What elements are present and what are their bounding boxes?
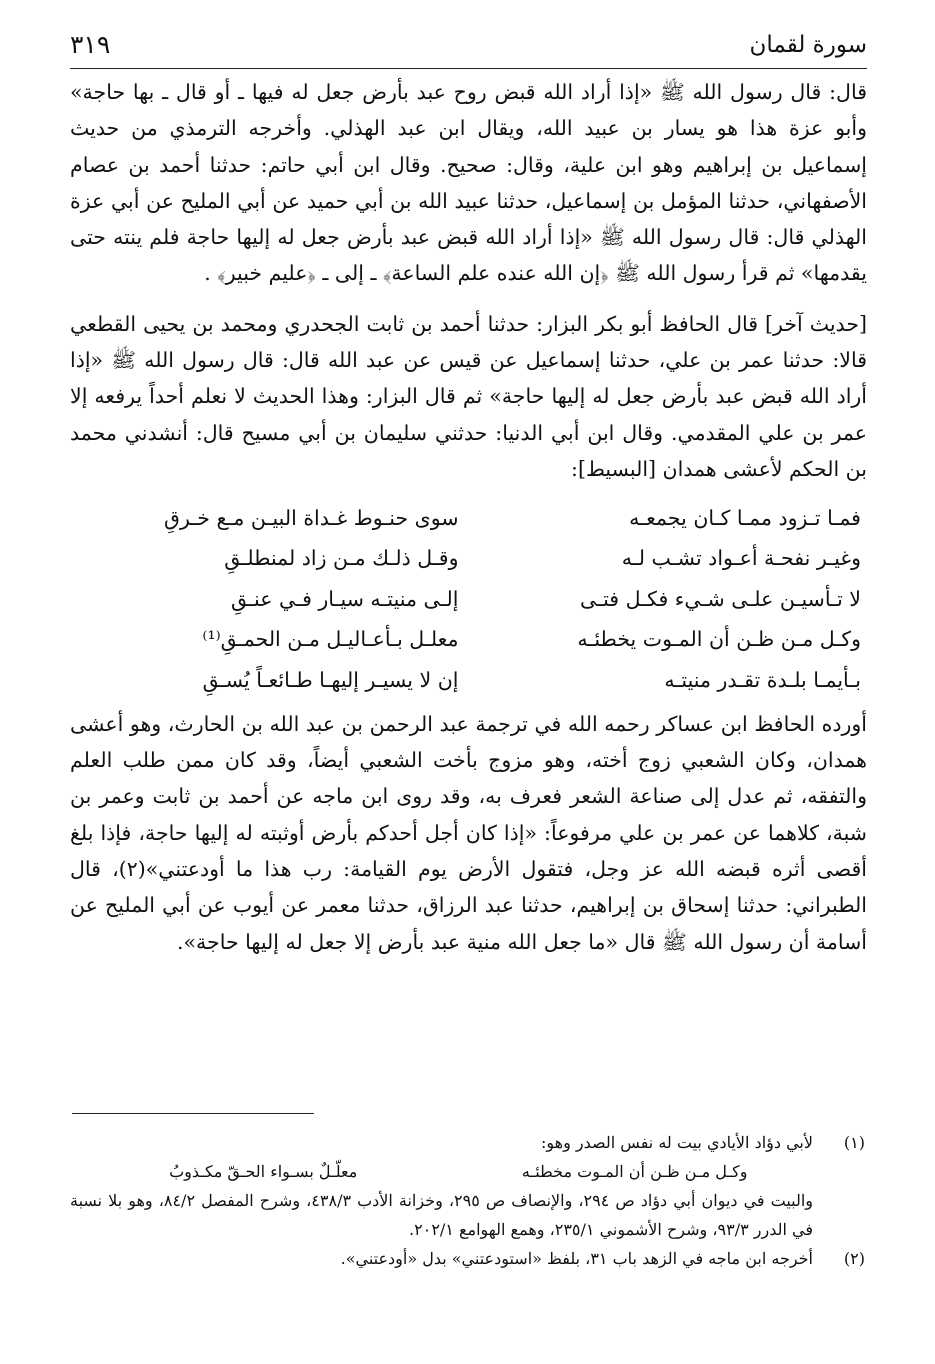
footnote-text: أخرجه ابن ماجه في الزهد باب ٣١، بلفظ «استودعتني» بدل «أودعتني». (340, 1249, 813, 1268)
verse-second-hemistich: سوى حنـوط غـداة البيـن مـع خـرقِ (164, 505, 459, 530)
verse-first-hemistich: لا تـأسيـن علـى شـيء فكـل فتـى (580, 586, 861, 611)
poem-verse (70, 538, 867, 579)
page-number: ٣١٩ (70, 30, 111, 59)
verse-second-hemistich: معلّـلٌ بسـواء الحـقّ مكـذوبُ (169, 1162, 358, 1181)
verse-second-hemistich: معلـل بـأعـاليـل مـن الحمـقِ⁽¹⁾ (202, 627, 459, 652)
verse-first-hemistich: وكـل مـن ظـن أن المـوت يخطئـه (577, 627, 861, 652)
main-text (70, 74, 867, 960)
verse-first-hemistich: وكـل مـن ظـن أن المـوت مخطئـه (521, 1162, 748, 1181)
footnote-source: والبيت في ديوان أبي دؤاد ص ٢٩٤، والإنصاف ص ٢٩٥، وخزانة الأدب ٤٣٨/٣، وشرح المفصل ٨٤/٢، وهو بلا نسبة في الدرر ٩٣/٣، وشرح الأشموني ٢٣٥/١، وهمع الهوامع ٢٠٢/١. (70, 1191, 814, 1239)
paragraph-3: أورده الحافظ ابن عساكر رحمه الله في ترجمة عبد الرحمن بن عبد الله بن الحارث، وهو أعشى همدان، وكان الشعبي زوج أخته، وهو مزوج بأخت الشعبي أيضاً، وقد كان ممن طلب العلم والتفقه، ثم عدل إلى صناعة الشعر فعرف به، وقد روى ابن ماجه عن أحمد بن ثابت وعمر بن شبة، كلاهما عن عمر بن علي مرفوعاً: «إذا كان أجل أحدكم بأرض أوثبته له إليها حاجة، فإذا بلغ أقصى أثره قبضه الله عز وجل، فتقول الأرض يوم القيامة: رب هذا ما أودعتني»(٢)، قال الطبراني: حدثنا إسحاق بن إبراهيم، حدثنا عبد الرزاق، حدثنا معمر عن أيوب عن أبي المليح عن أسامة أن رسول الله ﷺ قال «ما جعل الله منية عبد بأرض إلا جعل له إليها حاجة». (70, 711, 867, 954)
poem-verse (70, 619, 867, 660)
poem-verse (70, 497, 867, 538)
verse-first-hemistich: وغيـر نفحـة أعـواد تشـب لـه (621, 546, 861, 571)
surah-title: سورة لقمان (749, 32, 867, 58)
footnote-text: لأبي دؤاد الأيادي بيت له نفس الصدر وهو: (540, 1133, 813, 1152)
verse-second-hemistich: إن لا يسيـر إليهـا طـائعـاً يُسـقِ (202, 667, 459, 692)
poem-verse (70, 578, 867, 619)
footnote-number: (١) (843, 1133, 865, 1152)
paragraph-2: [حديث آخر] قال الحافظ أبو بكر البزار: حدثنا أحمد بن ثابت الجحدري ومحمد بن يحيى القطعي قالا: حدثنا عمر بن علي، حدثنا إسماعيل عن قيس عن عبد الله قال: قال رسول الله ﷺ «إذا أراد الله قبض عبد بأرض جعل له إليها حاجة» ثم قال البزار: وهذا الحديث لا نعلم أحداً يرفعه إلا عمر بن علي المقدمي. وقال ابن أبي الدنيا: حدثني سليمان بن أبي مسيح قال: أنشدني محمد بن الحكم لأعشى همدان [البسيط]: (70, 311, 867, 481)
verse-first-hemistich: فمـا تـزود ممـا كـان يجمعـه (629, 505, 861, 530)
poem (70, 497, 867, 700)
footnote-verse (70, 1157, 813, 1186)
verse-second-hemistich: إلـى منيتـه سيـار فـي عنـقِ (230, 586, 459, 611)
footnote-2 (70, 1244, 865, 1273)
footnote-number: (٢) (843, 1249, 865, 1268)
paragraph-1: قال: قال رسول الله ﷺ «إذا أراد الله قبض روح عبد بأرض جعل له فيها ـ أو قال ـ بها حاجة» وأبو عزة هذا هو يسار بن عبيد الله، ويقال ابن عبد الهذلي. وأخرجه الترمذي من حديث إسماعيل بن إبراهيم وهو ابن علية، وقال: صحيح. وقال ابن أبي حاتم: حدثنا أحمد بن عصام الأصفهاني، حدثنا المؤمل بن إسماعيل، حدثنا عبيد الله بن أبي حميد عن أبي المليح عن أبي عزة الهذلي قال: قال رسول الله ﷺ «إذا أراد الله قبض عبد بأرض جعل له إليها حاجة فلم ينته حتى يقدمها» ثم قرأ رسول الله ﷺ ﴿إن الله عنده علم الساعة﴾ ـ إلى ـ ﴿عليم خبير﴾ . (70, 80, 867, 286)
verse-first-hemistich: بـأيمـا بلـدة تقـدر منيتـه (664, 667, 861, 692)
footnotes (70, 1128, 865, 1273)
footnote-1 (70, 1128, 865, 1157)
verse-second-hemistich: وقـل ذلـك مـن زاد لمنطلـقِ (224, 546, 459, 571)
footnote-separator (72, 1113, 314, 1114)
page-header (70, 28, 867, 69)
poem-verse (70, 659, 867, 700)
